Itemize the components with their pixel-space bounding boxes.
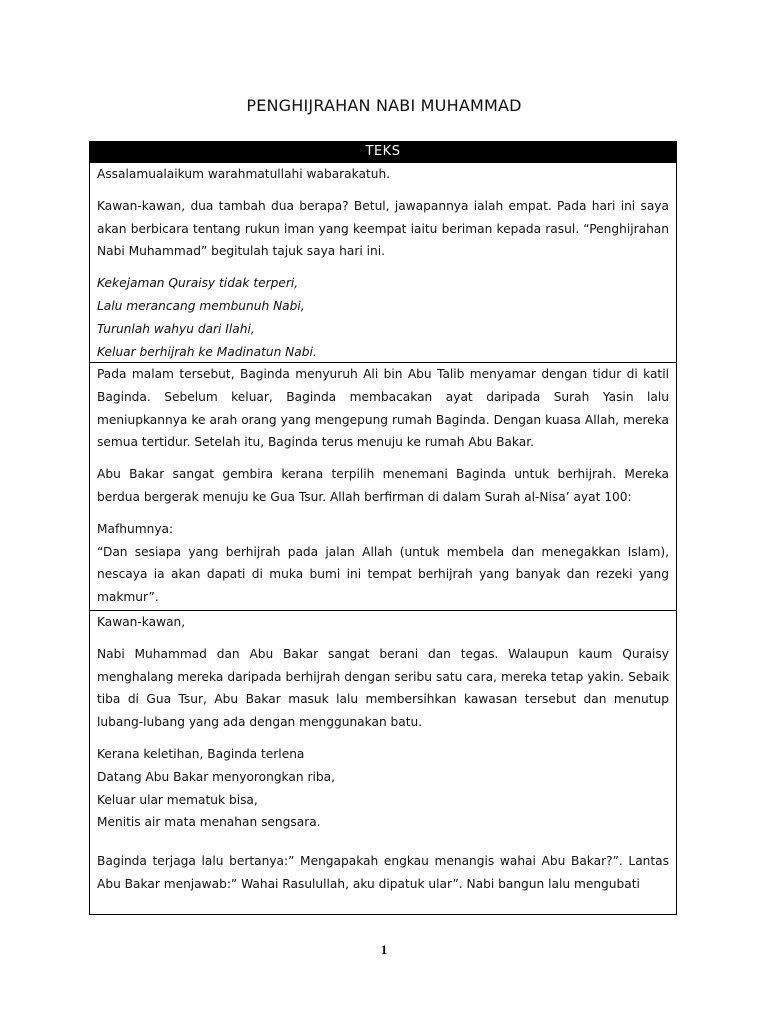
paragraph-ali-bin-abu-talib: Pada malam tersebut, Baginda menyuruh Ali bin Abu Talib menyamar dengan tidur di katil Baginda. Sebelum keluar, Baginda membacakan ayat daripada Surah Yasin lalu meniupkannya ke arah orang yang mengepung rumah Baginda. Dengan kuasa Allah, mereka semua tertidur. Setelah itu, Baginda terus menuju ke rumah Abu Bakar. [97, 367, 669, 450]
text-table [89, 141, 677, 915]
pantun-2-line: Menitis air mata menahan sengsara. [97, 815, 321, 830]
paragraph-abu-bakar: Abu Bakar sangat gembira kerana terpilih menemani Baginda untuk berhijrah. Mereka berdua bergerak menuju ke Gua Tsur. Allah berfirman di dalam Surah al-Nisa’ ayat 100: [97, 467, 669, 504]
text-cell-3 [90, 610, 676, 914]
text-cell-1 [90, 162, 676, 362]
intro-paragraph: Kawan-kawan, dua tambah dua berapa? Betul, jawapannya ialah empat. Pada hari ini saya akan berbicara tentang rukun iman yang keempat iaitu beriman kepada rasul. “Penghijrahan Nabi Muhammad” begitulah tajuk saya hari ini. [97, 198, 669, 259]
mafhum-quote: “Dan sesiapa yang berhijrah pada jalan Allah (untuk membela dan menegakkan Islam), nescaya ia akan dapati di muka bumi ini tempat berhijrah yang banyak dan rezeki yang makmur”. [97, 544, 669, 605]
greeting-text: Assalamualaikum warahmatullahi wabarakatuh. [97, 167, 391, 181]
pantun-2 [97, 743, 669, 834]
page-title: PENGHIJRAHAN NABI MUHAMMAD [246, 96, 522, 115]
text-cell-2 [90, 362, 676, 610]
table-header: TEKS [90, 142, 676, 162]
pantun-1-line: Lalu merancang membunuh Nabi, [97, 298, 305, 313]
mafhum-label: Mafhumnya: [97, 521, 174, 536]
salutation-text: Kawan-kawan, [97, 615, 186, 629]
paragraph-dialog: Baginda terjaga lalu bertanya:” Mengapakah engkau menangis wahai Abu Bakar?”. Lantas Abu Bakar menjawab:” Wahai Rasulullah, aku dipatuk ular”. Nabi bangun lalu mengubati [97, 854, 669, 891]
pantun-2-line: Kerana keletihan, Baginda terlena [97, 746, 305, 761]
pantun-2-line: Keluar ular mematuk bisa, [97, 792, 258, 807]
pantun-1-line: Turunlah wahyu dari Ilahi, [97, 321, 255, 336]
paragraph-gua-tsur: Nabi Muhammad dan Abu Bakar sangat berani dan tegas. Walaupun kaum Quraisy menghalang mereka daripada berhijrah dengan seribu satu cara, mereka tetap yakin. Sebaik tiba di Gua Tsur, Abu Bakar masuk lalu membersihkan kawasan tersebut dan menutup lubang-lubang yang ada dengan menggunakan batu. [97, 646, 669, 730]
page-number: 1 [380, 942, 388, 957]
pantun-1-line: Kekejaman Quraisy tidak terperi, [97, 276, 299, 291]
pantun-1-line: Keluar berhijrah ke Madinatun Nabi. [97, 344, 317, 359]
pantun-2-line: Datang Abu Bakar menyorongkan riba, [97, 769, 335, 784]
pantun-1 [97, 272, 669, 362]
